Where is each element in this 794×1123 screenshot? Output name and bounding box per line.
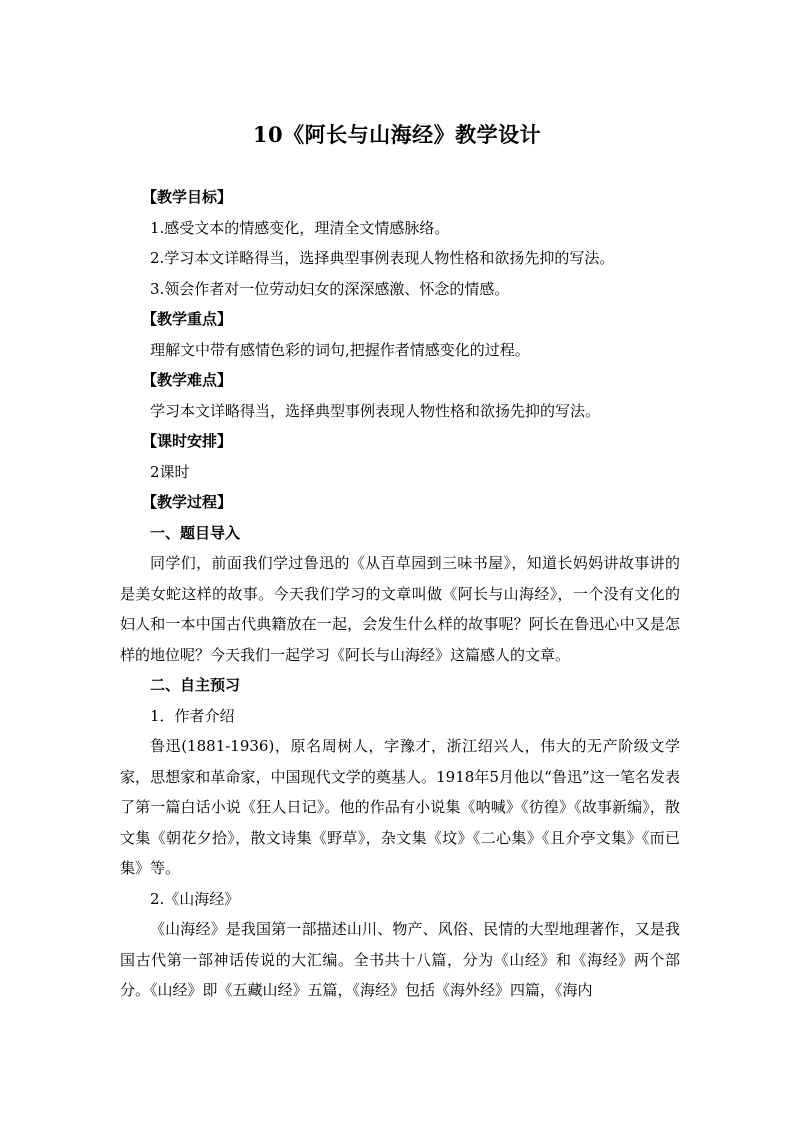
difficulties-heading: 【教学难点】: [142, 371, 233, 389]
subsection-2-paragraph: 《山海经》是我国第一部描述山川、物产、风俗、民情的大型地理著作，又是我国古代第一部神话传说的大汇编。全书共十八篇，分为《山经》和《海经》两个部分。《山经》即《五藏山经》五篇，《海经》包括《海外经》四篇，《海内: [120, 920, 680, 999]
section-1-heading: 一、题目导入: [150, 523, 241, 542]
objective-item-2: 2.学习本文详略得当，选择典型事例表现人物性格和欲扬先抑的写法。: [150, 249, 615, 267]
schedule-heading: 【课时安排】: [142, 432, 233, 450]
process-heading: 【教学过程】: [142, 493, 233, 511]
schedule-text: 2课时: [150, 462, 190, 481]
subsection-1-heading: 1．作者介绍: [150, 706, 235, 725]
objectives-heading: 【教学目标】: [142, 188, 233, 206]
subsection-1-paragraph: 鲁迅(1881-1936)，原名周树人，字豫才，浙江绍兴人，伟大的无产阶级文学家，思想家和革命家，中国现代文学的奠基人。1918年5月他以“鲁迅”这一笔名发表了第一篇白话小说《狂人日记》。他的作品有小说集《呐喊》《彷徨》《故事新编》，散文集《朝花夕拾》，散文诗集《野草》，杂文集《坟》《二心集》《且介亭文集》《而已集》等。: [120, 737, 680, 877]
key-points-text: 理解文中带有感情色彩的词句,把握作者情感变化的过程。: [150, 340, 530, 359]
subsection-2-heading: 2.《山海经》: [150, 889, 240, 908]
section-1-paragraph: 同学们，前面我们学过鲁迅的《从百草园到三味书屋》，知道长妈妈讲故事讲的是美女蛇这样的故事。今天我们学习的文章叫做《阿长与山海经》，一个没有文化的妇人和一本中国古代典籍放在一起，会发生什么样的故事呢？阿长在鲁迅心中又是怎样的地位呢？今天我们一起学习《阿长与山海经》这篇感人的文章。: [120, 554, 680, 664]
document-title: 10《阿长与山海经》教学设计: [252, 122, 542, 147]
document-body: [120, 182, 680, 1006]
difficulties-text: 学习本文详略得当，选择典型事例表现人物性格和欲扬先抑的写法。: [150, 401, 601, 420]
objective-item-1: 1.感受文本的情感变化，理清全文情感脉络。: [150, 218, 450, 237]
objective-item-3: 3.领会作者对一位劳动妇女的深深感激、怀念的情感。: [150, 279, 510, 298]
key-points-heading: 【教学重点】: [142, 310, 233, 328]
section-2-heading: 二、自主预习: [150, 676, 241, 694]
